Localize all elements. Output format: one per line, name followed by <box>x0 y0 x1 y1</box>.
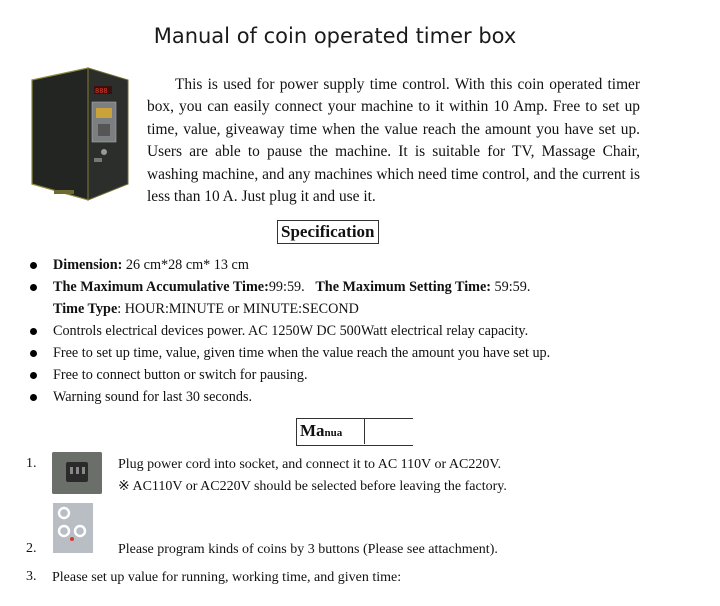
manual-heading <box>296 418 413 446</box>
dimension-label: Dimension: <box>53 257 123 273</box>
timer-box-photo <box>24 66 134 206</box>
bullet-icon <box>30 350 37 357</box>
list-item <box>30 364 690 386</box>
time-type-label: Time Type <box>53 301 118 317</box>
specification-heading: Specification <box>277 220 379 244</box>
dimension-value: 26 cm*28 cm* 13 cm <box>122 257 249 273</box>
spec-text: Controls electrical devices power. AC 1250W DC 500Watt electrical relay capacity. <box>53 323 529 339</box>
time-type-value: : HOUR:MINUTE or MINUTE:SECOND <box>117 301 359 317</box>
step-note: ※ AC110V or AC220V should be selected before leaving the factory. <box>118 479 507 494</box>
step-text: Please program kinds of coins by 3 buttons (Please see attachment). <box>118 542 498 557</box>
step-number: 3. <box>26 569 37 584</box>
step-number: 2. <box>26 541 37 556</box>
bullet-icon <box>30 262 37 269</box>
bullet-icon <box>30 284 37 291</box>
list-item <box>30 254 690 276</box>
manual-heading-rest: nua <box>324 427 343 439</box>
program-buttons-photo <box>53 503 93 553</box>
specification-list <box>30 254 690 408</box>
list-item <box>30 320 690 342</box>
spec-text: Free to set up time, value, given time when the value reach the amount you have set up. <box>53 345 551 361</box>
bullet-icon <box>30 372 37 379</box>
document-title: Manual of coin operated timer box <box>153 24 517 48</box>
timer-display: 888 <box>95 87 108 95</box>
list-item <box>30 276 690 298</box>
list-item <box>30 342 690 364</box>
step-text: Please set up value for running, working time, and given time: <box>52 570 402 585</box>
step-number: 1. <box>26 456 37 471</box>
list-item <box>30 386 690 408</box>
max-accumulative-label: The Maximum Accumulative Time: <box>53 279 269 295</box>
intro-paragraph: This is used for power supply time control. With this coin operated timer box, you can easily connect your machine to it within 10 Amp. Free to set up time, value, giveaway time when the value reach the amount you have set up. Users are able to pause the machine. It is suitable for TV, Massage Chair, washing machine, and any machines which need time control, and the current is less than 10 A. Just plug it and use it. <box>147 76 640 206</box>
spec-text: Warning sound for last 30 seconds. <box>53 389 253 405</box>
bullet-icon <box>30 394 37 401</box>
max-setting-value: 59:59. <box>490 279 531 295</box>
power-socket-photo <box>52 452 102 494</box>
max-setting-label: The Maximum Setting Time: <box>315 279 491 295</box>
heading-border <box>364 418 365 444</box>
manual-heading-text: Ma <box>300 421 325 440</box>
spec-text: Free to connect button or switch for pausing. <box>53 367 308 383</box>
step-text: Plug power cord into socket, and connect it to AC 110V or AC220V. <box>118 457 502 472</box>
bullet-icon <box>30 328 37 335</box>
list-item <box>30 298 690 320</box>
max-accumulative-value: 99:59. <box>268 279 305 295</box>
